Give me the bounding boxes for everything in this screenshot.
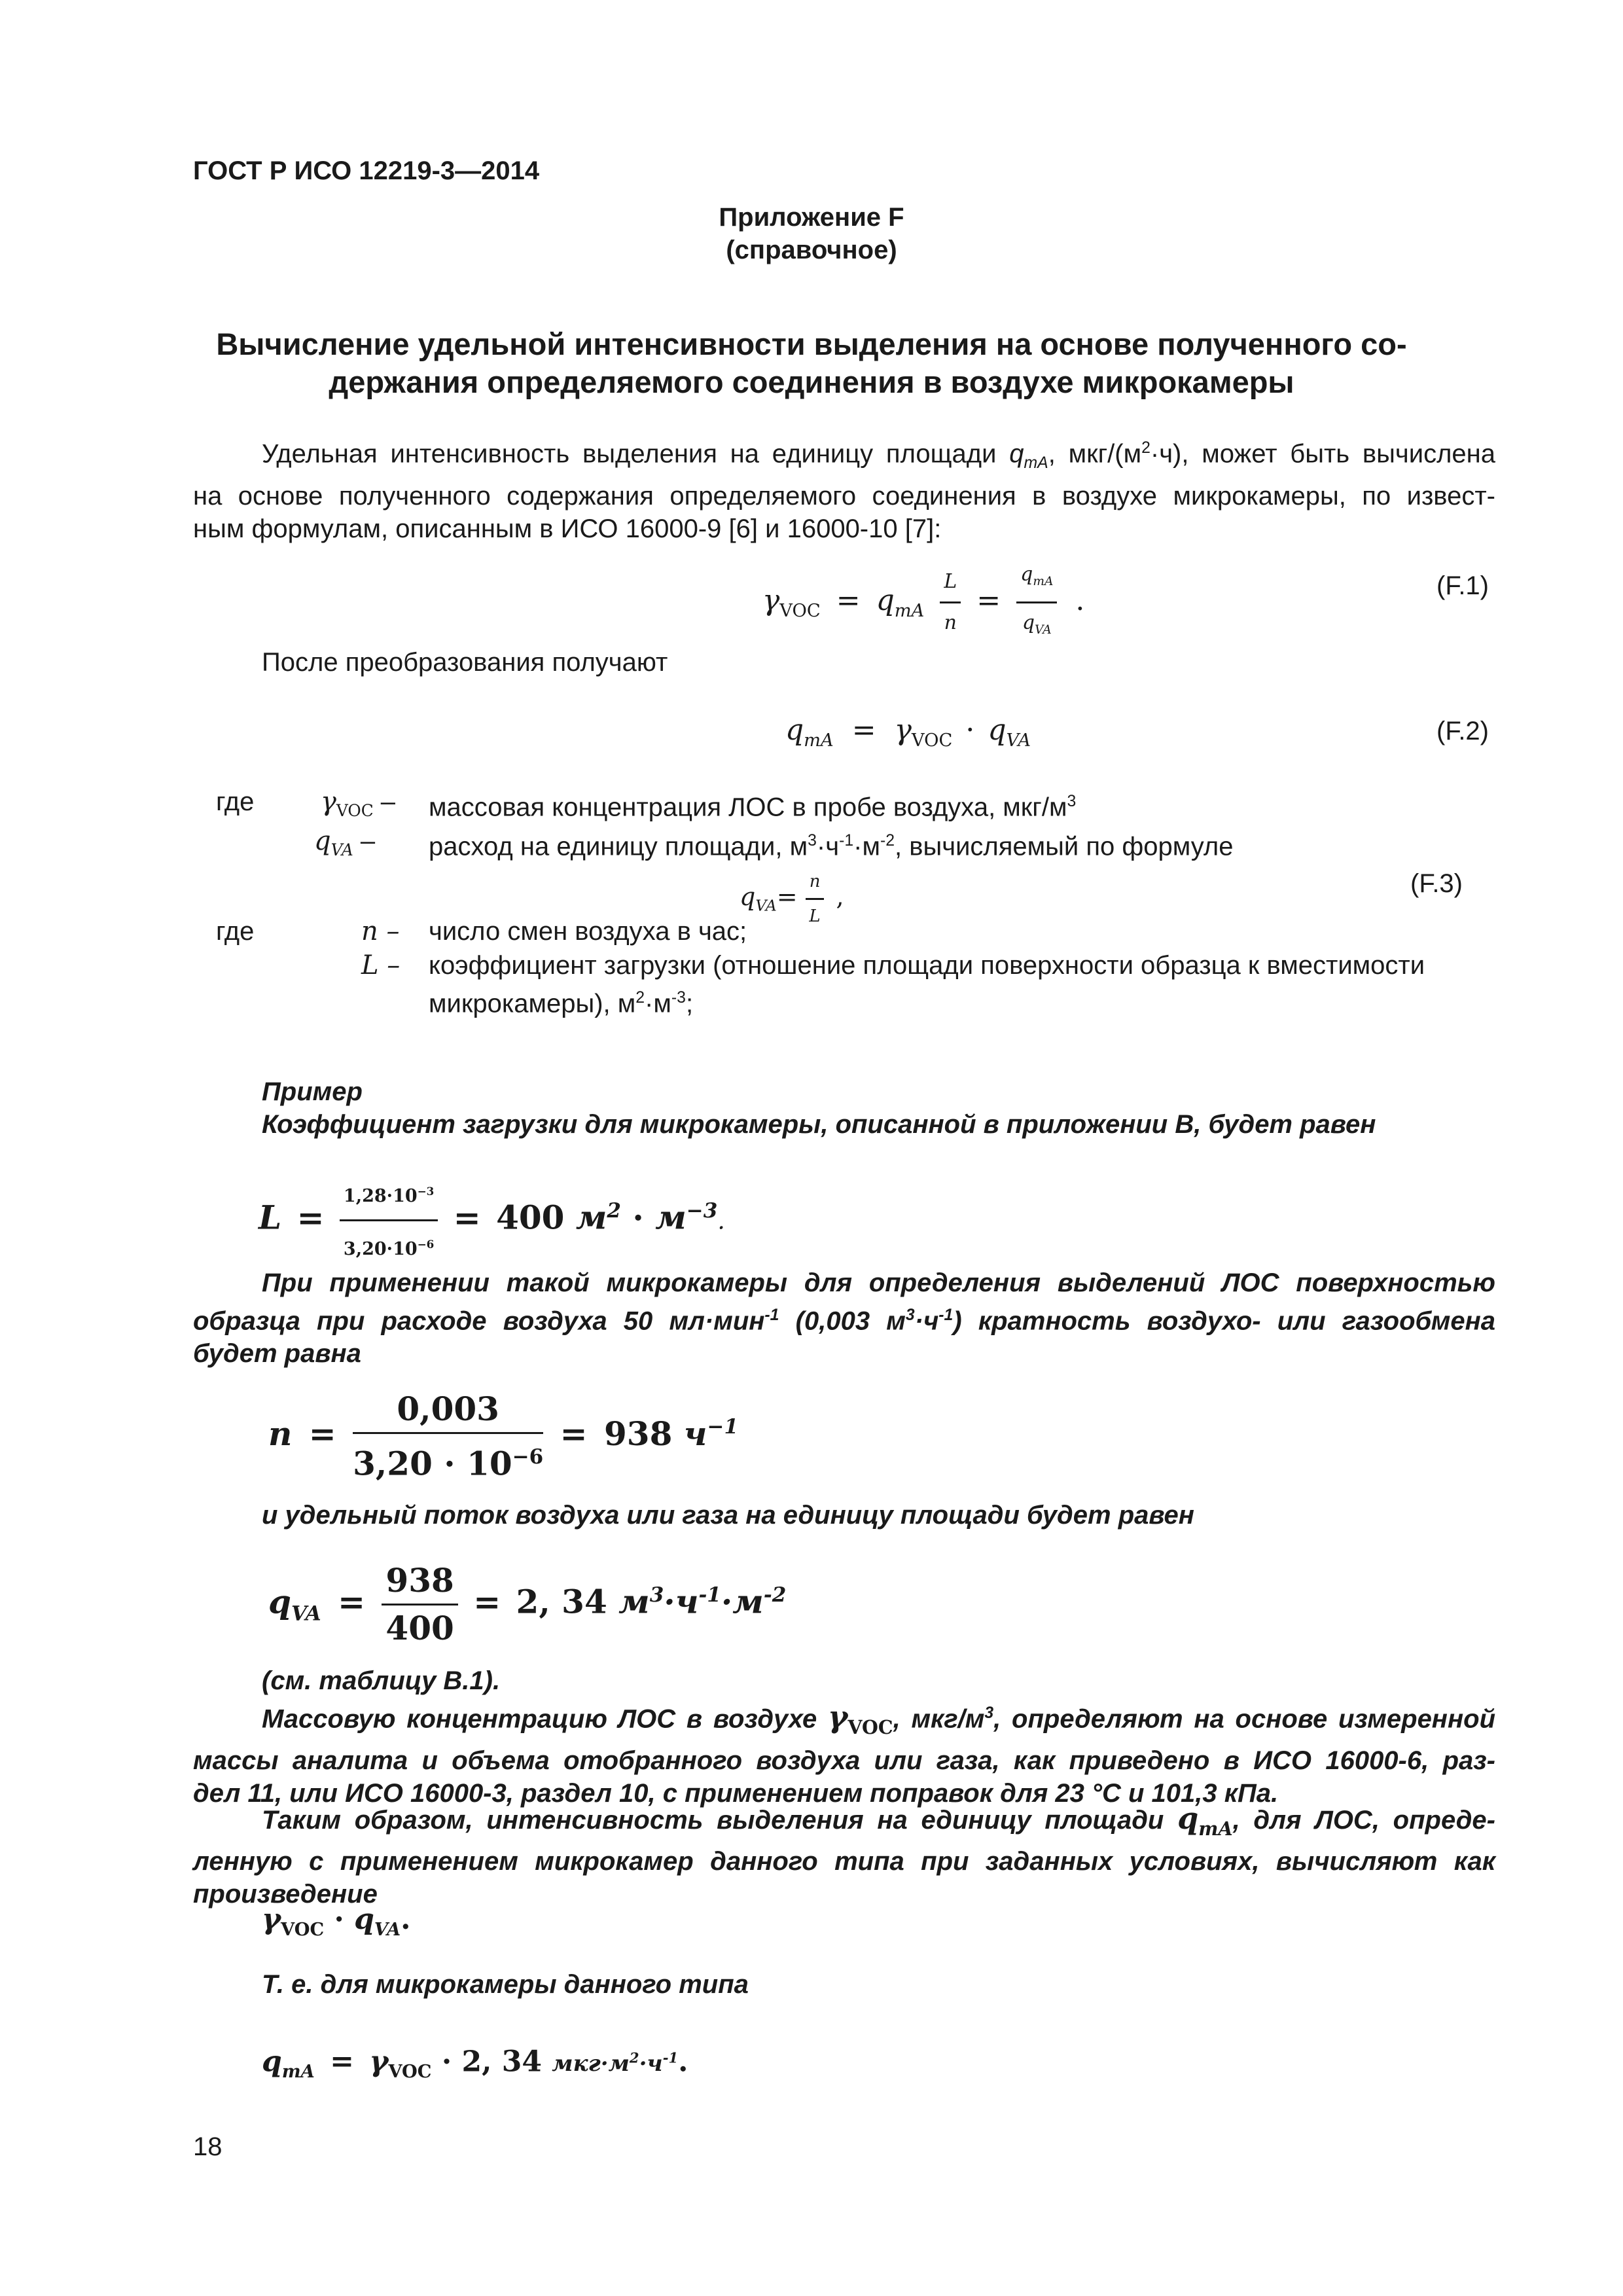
where-word-1: где	[216, 787, 255, 816]
where-word-2: где	[216, 917, 255, 946]
formula-f2: $q_{mA} = \gamma_{VOC} \cdot q_{VA}$	[785, 713, 1031, 751]
example-paragraph-6: Т. е. для микрокамеры данного типа	[262, 1970, 749, 1999]
symbol-n: n –	[361, 916, 400, 946]
appendix-title: Приложение F	[719, 203, 904, 232]
product-expression: $\gamma_{VOC} \cdot q_{VA}$.	[262, 1903, 411, 1940]
formula-f2-label: (F.2)	[1436, 717, 1489, 745]
formula-f3: $q_{VA}=$ $\frac{n}{L}$ ,	[740, 865, 844, 933]
document-code: ГОСТ Р ИСО 12219-3—2014	[193, 156, 540, 185]
heading-line-2: держания определяемого соединения в воздухе микрокамеры	[329, 365, 1294, 399]
desc-L: коэффициент загрузки (отношение площади поверхности образца к вместимости микрокамеры), $м^2\cdot м^{-3}$;	[429, 951, 1425, 1018]
heading-line-1: Вычисление удельной интенсивности выделения на основе полученного со-	[216, 327, 1407, 361]
symbol-L: L –	[361, 950, 401, 980]
example-paragraph-2: При применении такой микрокамеры для определения выделений ЛОС поверхностью образца при расходе воздуха 50 мл·мин$^{-1}$ (0,003 $м^3\cdot ч^{-1}$) кратность воздухо- или газообмена будет равна	[193, 1268, 1495, 1369]
intro-paragraph: Удельная интенсивность выделения на единицу площади $q_{mA}$, мкг/$(м^2\cdot ч)$, может быть вычислена на основе полученного содержания определяемого соединения в воздухе микрокамеры, по извест- ным формулам, описанным в ИСО 16000-9 [6] и 16000-10 [7]:	[193, 439, 1495, 544]
formula-f1-label: (F.1)	[1436, 571, 1489, 600]
equation-q-va: $q_{VA}$ = $\frac{938}{400}$ = 2, 34 $м^3\cdot ч^{-1}\cdot м^{-2}$	[268, 1558, 786, 1651]
equation-L: L = $\frac{1,28\cdot 10^{-3}}{3,20\cdot 10^{-6}}$ = 400 $м^2 \cdot м^{-3}$.	[259, 1168, 725, 1272]
example-paragraph-4: Массовую концентрацию ЛОС в воздухе $\gamma_{VOC}$, мкг/$м^3$, определяют на основе измеренной массы аналита и объема отобранного воздуха или газа, как приведено в ИСО 16000-6, раз- дел 11, или ИСО 16000-3, раздел 10, с применением поправок для 23 °С и 101,3 кПа.	[193, 1699, 1495, 1808]
example-line-1: Коэффициент загрузки для микрокамеры, описанной в приложении В, будет равен	[262, 1110, 1376, 1139]
example-paragraph-5: Таким образом, интенсивность выделения на единицу площади $q_{mA}$, для ЛОС, опреде- ленную с применением микрокамер данного типа при заданных условиях, вычисляют как произведение	[193, 1801, 1495, 1909]
table-reference: (см. таблицу В.1).	[262, 1666, 501, 1695]
symbol-gamma-voc: $\gamma_{VOC}$ –	[321, 787, 396, 820]
desc-gamma-voc: массовая концентрация ЛОС в пробе воздуха, мкг/$м^3$	[429, 793, 1077, 822]
appendix-subtitle: (справочное)	[726, 236, 897, 264]
formula-f1: $\gamma_{VOC} = q_{mA}$ $\frac{L}{n}$ = $\frac{q_{mA}}{q_{VA}}$ .	[762, 555, 1084, 650]
var-q-mA: $q_{mA}$	[1009, 439, 1048, 473]
equation-n: n = $\frac{0,003}{3,20 \cdot 10^{-6}}$ = 938 $ч^{-1}$	[268, 1386, 738, 1487]
symbol-q-va: $q_{VA}$ –	[314, 826, 376, 859]
example-title: Пример	[262, 1077, 363, 1106]
section-heading	[157, 325, 1466, 401]
final-equation: $q_{mA} = \gamma_{VOC} \cdot 2$, 34 $мкг\cdot м^2\cdot ч^{-1}$.	[262, 2045, 688, 2083]
transform-text: После преобразования получают	[262, 648, 668, 677]
desc-q-va: расход на единицу площади, $м^3\cdot ч^{-1}\cdot м^{-2}$, вычисляемый по формуле	[429, 832, 1234, 861]
desc-n: число смен воздуха в час;	[429, 917, 747, 946]
example-paragraph-3: и удельный поток воздуха или газа на единицу площади будет равен	[262, 1501, 1194, 1530]
formula-f3-label: (F.3)	[1410, 869, 1463, 898]
page-number: 18	[193, 2132, 223, 2161]
